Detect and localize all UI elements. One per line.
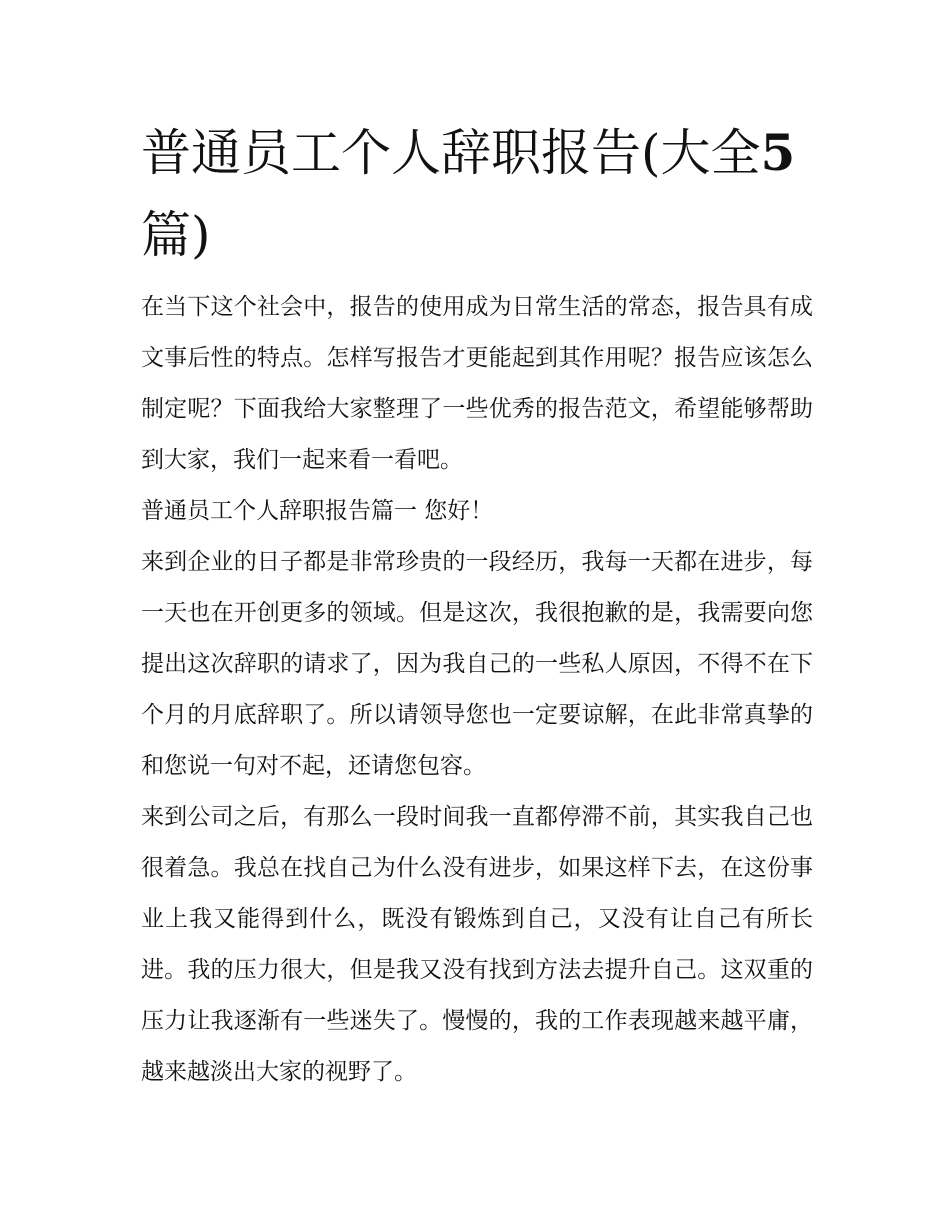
section-heading-paragraph: 普通员工个人辞职报告篇一 您好！	[141, 498, 494, 524]
intro-paragraph: 在当下这个社会中，报告的使用成为日常生活的常态，报告具有成文事后性的特点。怎样写报告才更能起到其作用呢？报告应该怎么制定呢？下面我给大家整理了一些优秀的报告范文，希望能够帮助到大家，我们一起来看一看吧。	[141, 294, 813, 473]
body-paragraph: 来到企业的日子都是非常珍贵的一段经历，我每一天都在进步，每一天也在开创更多的领域。但是这次，我很抱歉的是，我需要向您提出这次辞职的请求了，因为我自己的一些私人原因，不得不在下个月的月底辞职了。所以请领导您也一定要谅解，在此非常真挚的和您说一句对不起，还请您包容。	[141, 549, 813, 779]
document-page	[141, 112, 813, 1098]
document-title: 普通员工个人辞职报告(大全5篇)	[141, 123, 796, 264]
body-paragraph: 来到公司之后，有那么一段时间我一直都停滞不前，其实我自己也很着急。我总在找自己为什么没有进步，如果这样下去，在这份事业上我又能得到什么，既没有锻炼到自己，又没有让自己有所长进。我的压力很大，但是我又没有找到方法去提升自己。这双重的压力让我逐渐有一些迷失了。慢慢的，我的工作表现越来越平庸，越来越淡出大家的视野了。	[141, 804, 813, 1085]
